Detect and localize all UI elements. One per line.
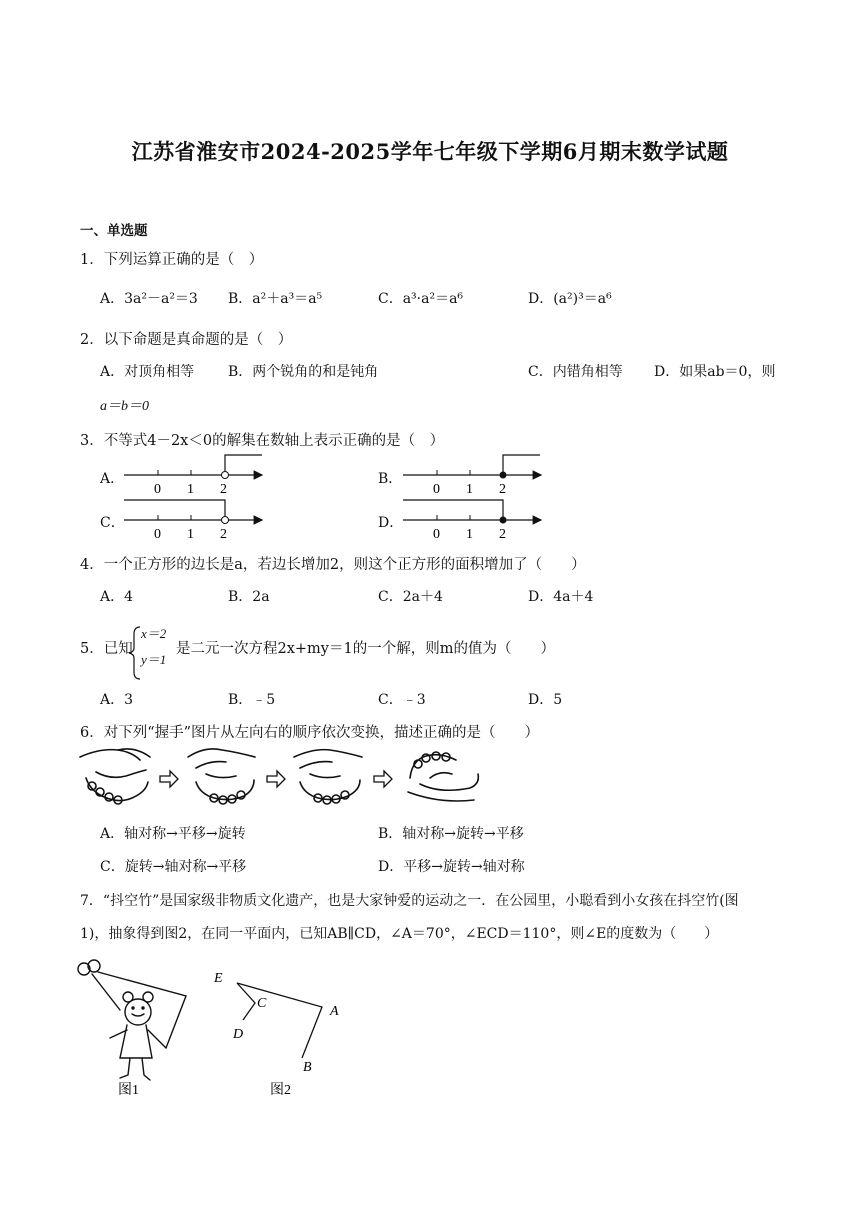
q1-option-b[interactable]: B．a²＋a³＝a⁵ xyxy=(228,291,323,307)
q6-option-c[interactable]: C．旋转→轴对称→平移 xyxy=(100,859,247,875)
q4-stem: 4．一个正方形的边长是a，若边长增加2，则这个正方形的面积增加了（ ） xyxy=(80,557,586,573)
number-line-d xyxy=(403,500,541,542)
q7-stem-line2: 1)，抽象得到图2，在同一平面内，已知AB∥CD，∠A＝70°，∠ECD＝110°，则∠E的度数为（ ） xyxy=(80,926,719,942)
q1-option-c[interactable]: C．a³·a²＝a⁶ xyxy=(378,291,464,307)
point-label-e: E xyxy=(214,971,223,986)
q5-option-d[interactable]: D．5 xyxy=(528,692,563,708)
tick-label: 2 xyxy=(499,527,506,542)
q6-option-a[interactable]: A．轴对称→平移→旋转 xyxy=(100,826,246,842)
figure-2-diagram xyxy=(237,983,322,1058)
number-line-c xyxy=(124,500,262,542)
tick-label: 1 xyxy=(466,482,473,497)
tick-label: 2 xyxy=(220,482,227,497)
q2-option-d-continued: a＝b＝0 xyxy=(100,399,149,414)
handshake-image-4 xyxy=(408,752,478,801)
q4-option-d[interactable]: D．4a＋4 xyxy=(528,589,594,605)
q2-option-b[interactable]: B．两个锐角的和是钝角 xyxy=(228,364,379,380)
q1-option-d[interactable]: D．(a²)³＝a⁶ xyxy=(528,291,612,307)
q2-option-a[interactable]: A．对顶角相等 xyxy=(100,364,195,380)
handshake-image-1 xyxy=(80,749,150,804)
q1-option-a[interactable]: A．3a²－a²＝3 xyxy=(100,291,198,307)
point-label-a: A xyxy=(330,1004,339,1019)
q5-equation-x: x＝2 xyxy=(141,626,167,641)
tick-label: 0 xyxy=(433,527,440,542)
q1-stem: 1．下列运算正确的是（ ） xyxy=(80,252,264,268)
q4-option-a[interactable]: A．4 xyxy=(100,589,134,605)
handshake-image-3 xyxy=(294,750,362,804)
page-title: 江苏省淮安市2024-2025学年七年级下学期6月期末数学试题 xyxy=(131,139,729,164)
figure-2-caption: 图2 xyxy=(270,1083,291,1098)
tick-label: 0 xyxy=(154,527,161,542)
q3-label-c[interactable]: C． xyxy=(100,515,125,531)
arrow-icon xyxy=(160,771,178,787)
q2-stem: 2．以下命题是真命题的是（ ） xyxy=(80,332,293,348)
q3-label-d[interactable]: D． xyxy=(378,515,404,531)
q4-option-b[interactable]: B．2a xyxy=(228,589,270,605)
q2-option-d[interactable]: D．如果ab＝0，则 xyxy=(654,364,776,380)
q6-stem: 6．对下列“握手”图片从左向右的顺序依次变换，描述正确的是（ ） xyxy=(80,725,540,741)
point-label-d: D xyxy=(233,1027,244,1042)
q5-option-c[interactable]: C．﹣3 xyxy=(378,692,426,708)
tick-label: 0 xyxy=(154,482,161,497)
tick-label: 2 xyxy=(220,527,227,542)
point-label-c: C xyxy=(257,996,267,1011)
q3-label-b[interactable]: B． xyxy=(378,471,403,487)
tick-label: 1 xyxy=(466,527,473,542)
handshake-image-2 xyxy=(188,749,255,804)
figure-1-caption: 图1 xyxy=(118,1083,139,1098)
q5-option-b[interactable]: B．﹣5 xyxy=(228,692,276,708)
q6-option-b[interactable]: B．轴对称→旋转→平移 xyxy=(378,826,524,842)
q4-option-c[interactable]: C．2a＋4 xyxy=(378,589,443,605)
point-label-b: B xyxy=(303,1060,312,1075)
section-heading: 一、单选题 xyxy=(80,223,148,239)
tick-label: 0 xyxy=(433,482,440,497)
tick-label: 1 xyxy=(187,527,194,542)
q7-stem-line1: 7．“抖空竹”是国家级非物质文化遗产，也是大家钟爱的运动之一．在公园里，小聪看到小女孩在抖空竹(图 xyxy=(80,893,739,909)
tick-label: 1 xyxy=(187,482,194,497)
tick-label: 2 xyxy=(499,482,506,497)
q5-option-a[interactable]: A．3 xyxy=(100,692,134,708)
q5-suffix: 是二元一次方程2x+my＝1的一个解，则m的值为（ ） xyxy=(176,641,555,657)
q2-option-c[interactable]: C．内错角相等 xyxy=(528,364,623,380)
q5-prefix: 5．已知 xyxy=(80,641,133,657)
q6-option-d[interactable]: D．平移→旋转→轴对称 xyxy=(378,859,525,875)
q5-equation-y: y＝1 xyxy=(141,652,167,667)
q3-label-a[interactable]: A． xyxy=(100,471,125,487)
q3-stem: 3．不等式4－2x＜0的解集在数轴上表示正确的是（ ） xyxy=(80,433,445,449)
figure-1-drawing xyxy=(78,960,186,1080)
number-line-a xyxy=(124,455,262,497)
arrow-icon xyxy=(374,771,392,787)
arrow-icon xyxy=(267,771,285,787)
number-line-b xyxy=(403,455,541,497)
